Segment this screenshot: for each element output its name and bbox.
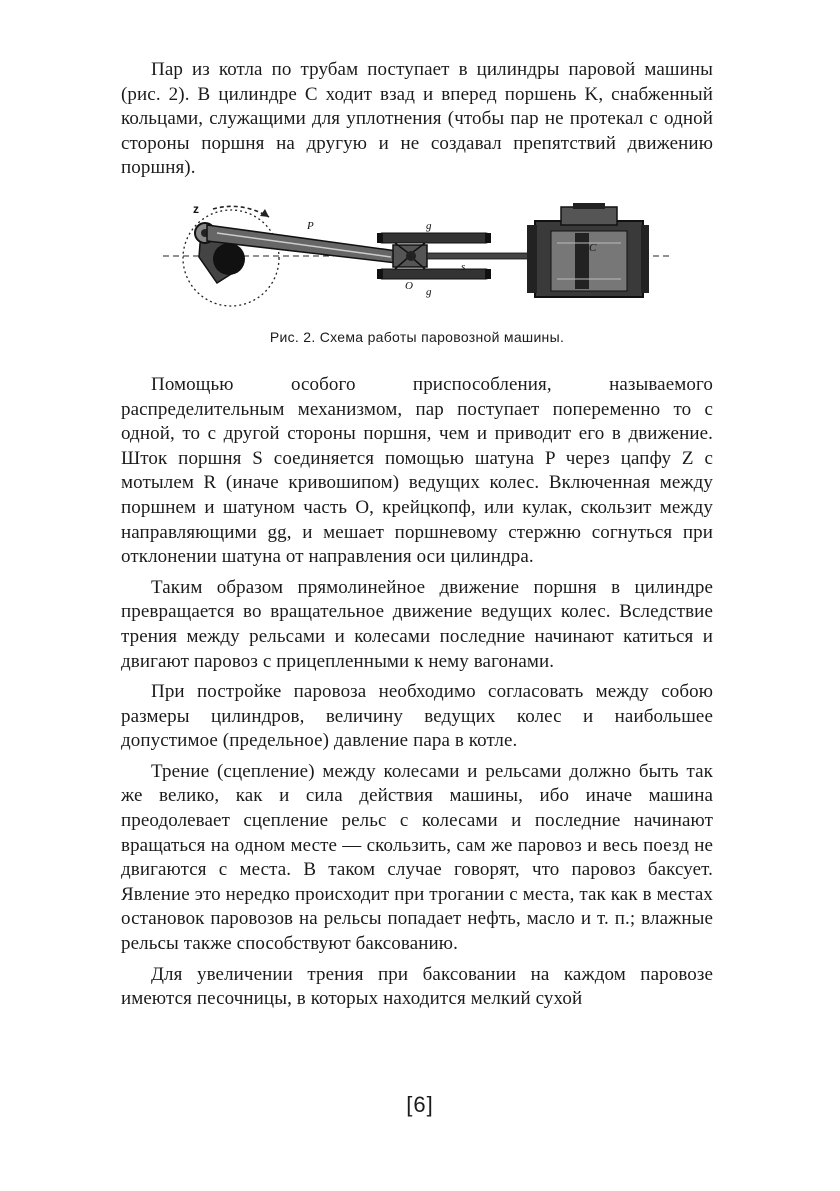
paragraph-intro: Пар из котла по трубам поступает в цилиндры паровой машины (рис. 2). В цилиндре C ходит взад и вперед поршень K, снабженный кольцами, служащими для уплотнения (чтобы пар не протекал с одной стороны поршня на другую и не создавал препятствий движению поршня). — [121, 59, 713, 179]
wheel-axle — [213, 243, 245, 275]
paragraph-construction: При постройке паровоза необходимо согласовать между собою размеры цилиндров, величину ведущих колес и наибольшее допустимое (предельное) давление пара в котле. — [121, 681, 713, 752]
label-c: C — [589, 241, 597, 254]
steam-engine-diagram — [121, 203, 713, 323]
label-o: O — [405, 279, 413, 292]
piston — [575, 233, 589, 289]
paragraph-friction: Трение (сцепление) между колесами и рельсами должно быть так же велико, как и сила действия машины, ибо иначе машина преодолевает сцепление рельс с колесами и последние начинают вращаться на одном месте — скользить, сам же паровоз и весь поезд не двигаются с места. В таком случае говорят, что паровоз баксует. Явление это нередко происходит при трогании с места, так как в местах остановок паровозов на рельсы попадает нефть, масло и т. п.; влажные рельсы также способствуют баксованию. — [121, 760, 713, 955]
guide-bottom — [379, 269, 489, 279]
label-g-top: g — [426, 219, 432, 232]
page-body — [121, 58, 713, 1012]
paragraph-motion: Таким образом прямолинейное движение поршня в цилиндре превращается во вращательное движение ведущих колес. Вследствие трения между рельсами и колесами последние начинают катиться и двигают паровоз с прицепленными к нему вагонами. — [121, 576, 713, 672]
label-s: s — [461, 260, 466, 273]
page-number: [6] — [406, 1092, 434, 1117]
label-g-bottom: g — [426, 285, 432, 298]
guide-top — [379, 233, 489, 243]
figure-caption: Рис. 2. Схема работы паровозной машины. — [269, 328, 565, 345]
paragraph-distribution: Помощью особого приспособления, называемого распределительным механизмом, пар поступает попеременно то с одной, то с другой стороны поршня, чем и приводит его в движение. Шток поршня S соединяется помощью шатуна P через цапфу Z с мотылем R (иначе кривошипом) ведущих колес. Включенная между поршнем и шатуном часть O, крейцкопф, или кулак, скользит между направляющими gg, и мешает поршневому стержню согнуться при отклонении шатуна от направления оси цилиндра. — [121, 373, 713, 568]
label-p: P — [307, 219, 314, 232]
label-z: z — [193, 202, 199, 216]
paragraph-sandboxes: Для увеличении трения при баксовании на каждом паровозе имеются песочницы, в которых находится мелкий сухой — [121, 963, 713, 1010]
valve-chest — [561, 207, 617, 225]
figure-steam-engine-diagram — [121, 203, 713, 323]
